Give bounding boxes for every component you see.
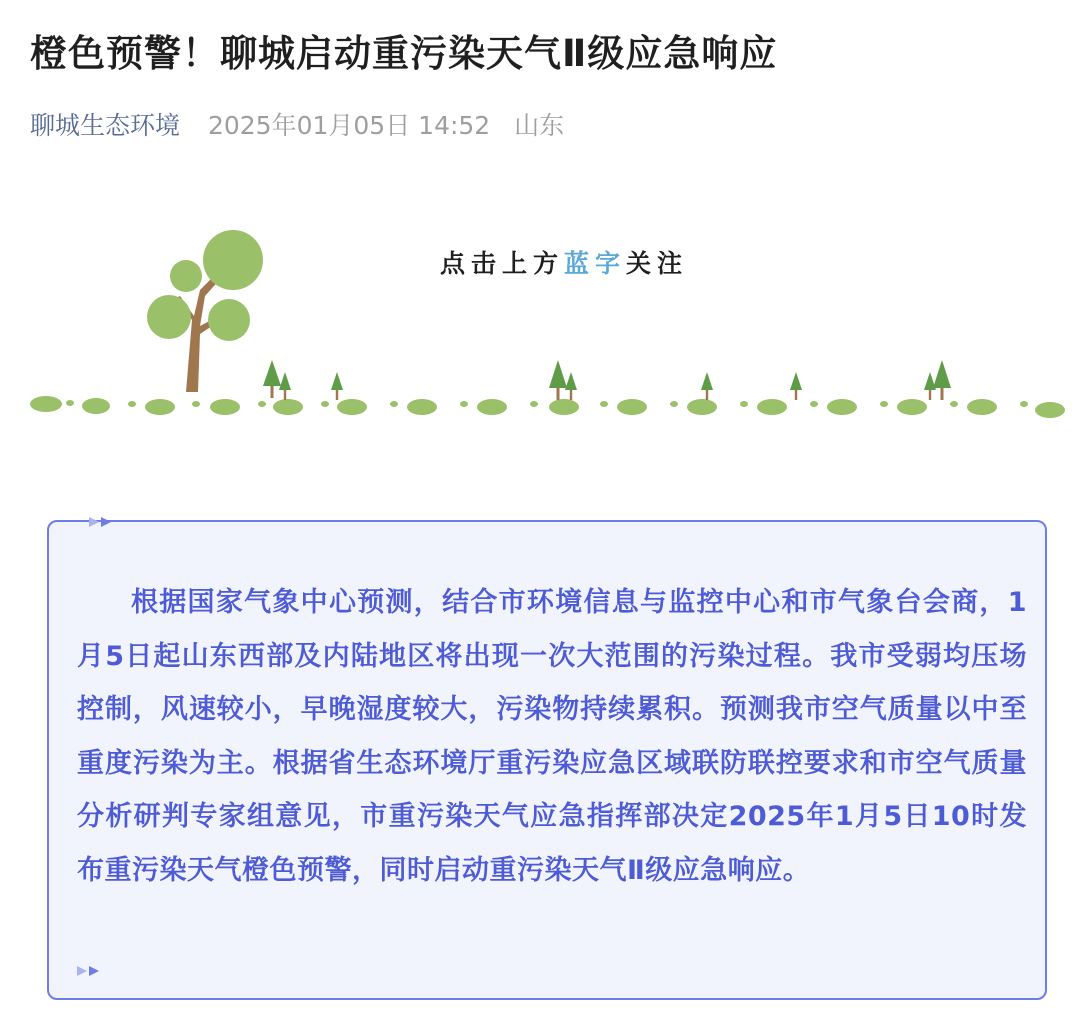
double-arrow-icon <box>75 964 105 978</box>
article-title: 橙色预警！聊城启动重污染天气Ⅱ级应急响应 <box>30 32 778 75</box>
small-pine-trees <box>263 360 951 400</box>
publish-date: 2025年01月05日 14:52 <box>207 111 491 140</box>
account-name-link[interactable]: 聊城生态环境 <box>30 111 181 140</box>
article-meta <box>30 106 564 146</box>
notice-box <box>47 520 1047 1000</box>
double-arrow-icon <box>87 515 117 529</box>
follow-prefix: 点击上方 <box>440 249 565 278</box>
notice-paragraph: 根据国家气象中心预测，结合市环境信息与监控中心和市气象台会商，1月5日起山东西部及内陆地区将出现一次大范围的污染过程。我市受弱均压场控制，风速较小，早晚湿度较大，污染物持续累积。预测我市空气质量以中至重度污染为主。根据省生态环境厅重污染应急区域联防联控要求和市空气质量分析研判专家组意见，市重污染天气应急指挥部决定2025年1月5日10时发布重污染天气橙色预警，同时启动重污染天气Ⅱ级应急响应。 <box>77 587 1027 886</box>
follow-blue-link[interactable]: 蓝字 <box>564 249 627 278</box>
follow-suffix: 关注 <box>626 249 689 278</box>
ground-leaves <box>30 396 1065 418</box>
follow-prompt <box>440 242 688 286</box>
publish-region: 山东 <box>514 111 565 140</box>
tree-illustration <box>147 230 263 392</box>
